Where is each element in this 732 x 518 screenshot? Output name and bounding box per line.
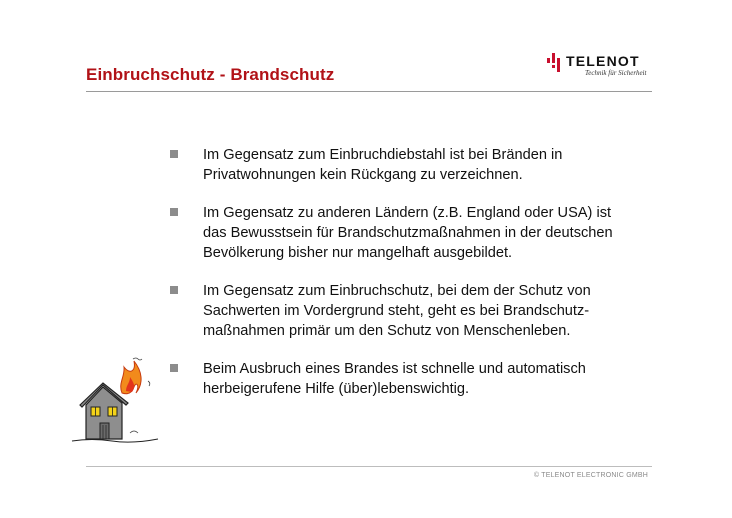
footer-copyright: © TELENOT ELECTRONIC GMBH: [533, 472, 648, 479]
bullet-item: [170, 145, 650, 185]
bullet-square-icon: [170, 150, 178, 158]
bullet-text: Beim Ausbruch eines Brandes ist schnelle und automatisch herbeigerufene Hilfe (über)lebenswichtig.: [203, 361, 586, 397]
bullet-square-icon: [170, 286, 178, 294]
telenot-logo: [543, 50, 653, 80]
header-divider: [86, 91, 652, 92]
bullet-text: Im Gegensatz zu anderen Ländern (z.B. England oder USA) ist das Bewusstsein für Brandschutzmaßnahmen in der deutschen Bevölkerung bisher nur mangelhaft ausgebildet.: [203, 205, 613, 261]
bullet-text: Im Gegensatz zum Einbruchdiebstahl ist bei Bränden in Privatwohnungen kein Rückgang zu verzeichnen.: [203, 147, 563, 183]
burning-house-illustration: [70, 355, 160, 450]
logo-tagline: Technik für Sicherheit: [585, 69, 647, 77]
bullet-item: [170, 281, 650, 341]
bullet-item: [170, 359, 650, 399]
footer-divider: [86, 466, 652, 467]
bullet-list: [170, 145, 650, 417]
bullet-text: Im Gegensatz zum Einbruchschutz, bei dem der Schutz von Sachwerten im Vordergrund steht, geht es bei Brandschutz- maßnahmen primär um den Schutz von Menschenleben.: [203, 283, 591, 339]
bullet-square-icon: [170, 208, 178, 216]
bullet-square-icon: [170, 364, 178, 372]
slide-title: Einbruchschutz - Brandschutz: [86, 65, 335, 84]
bullet-item: [170, 203, 650, 263]
logo-name: TELENOT: [566, 53, 640, 69]
telenot-logo-icon: [543, 50, 565, 80]
